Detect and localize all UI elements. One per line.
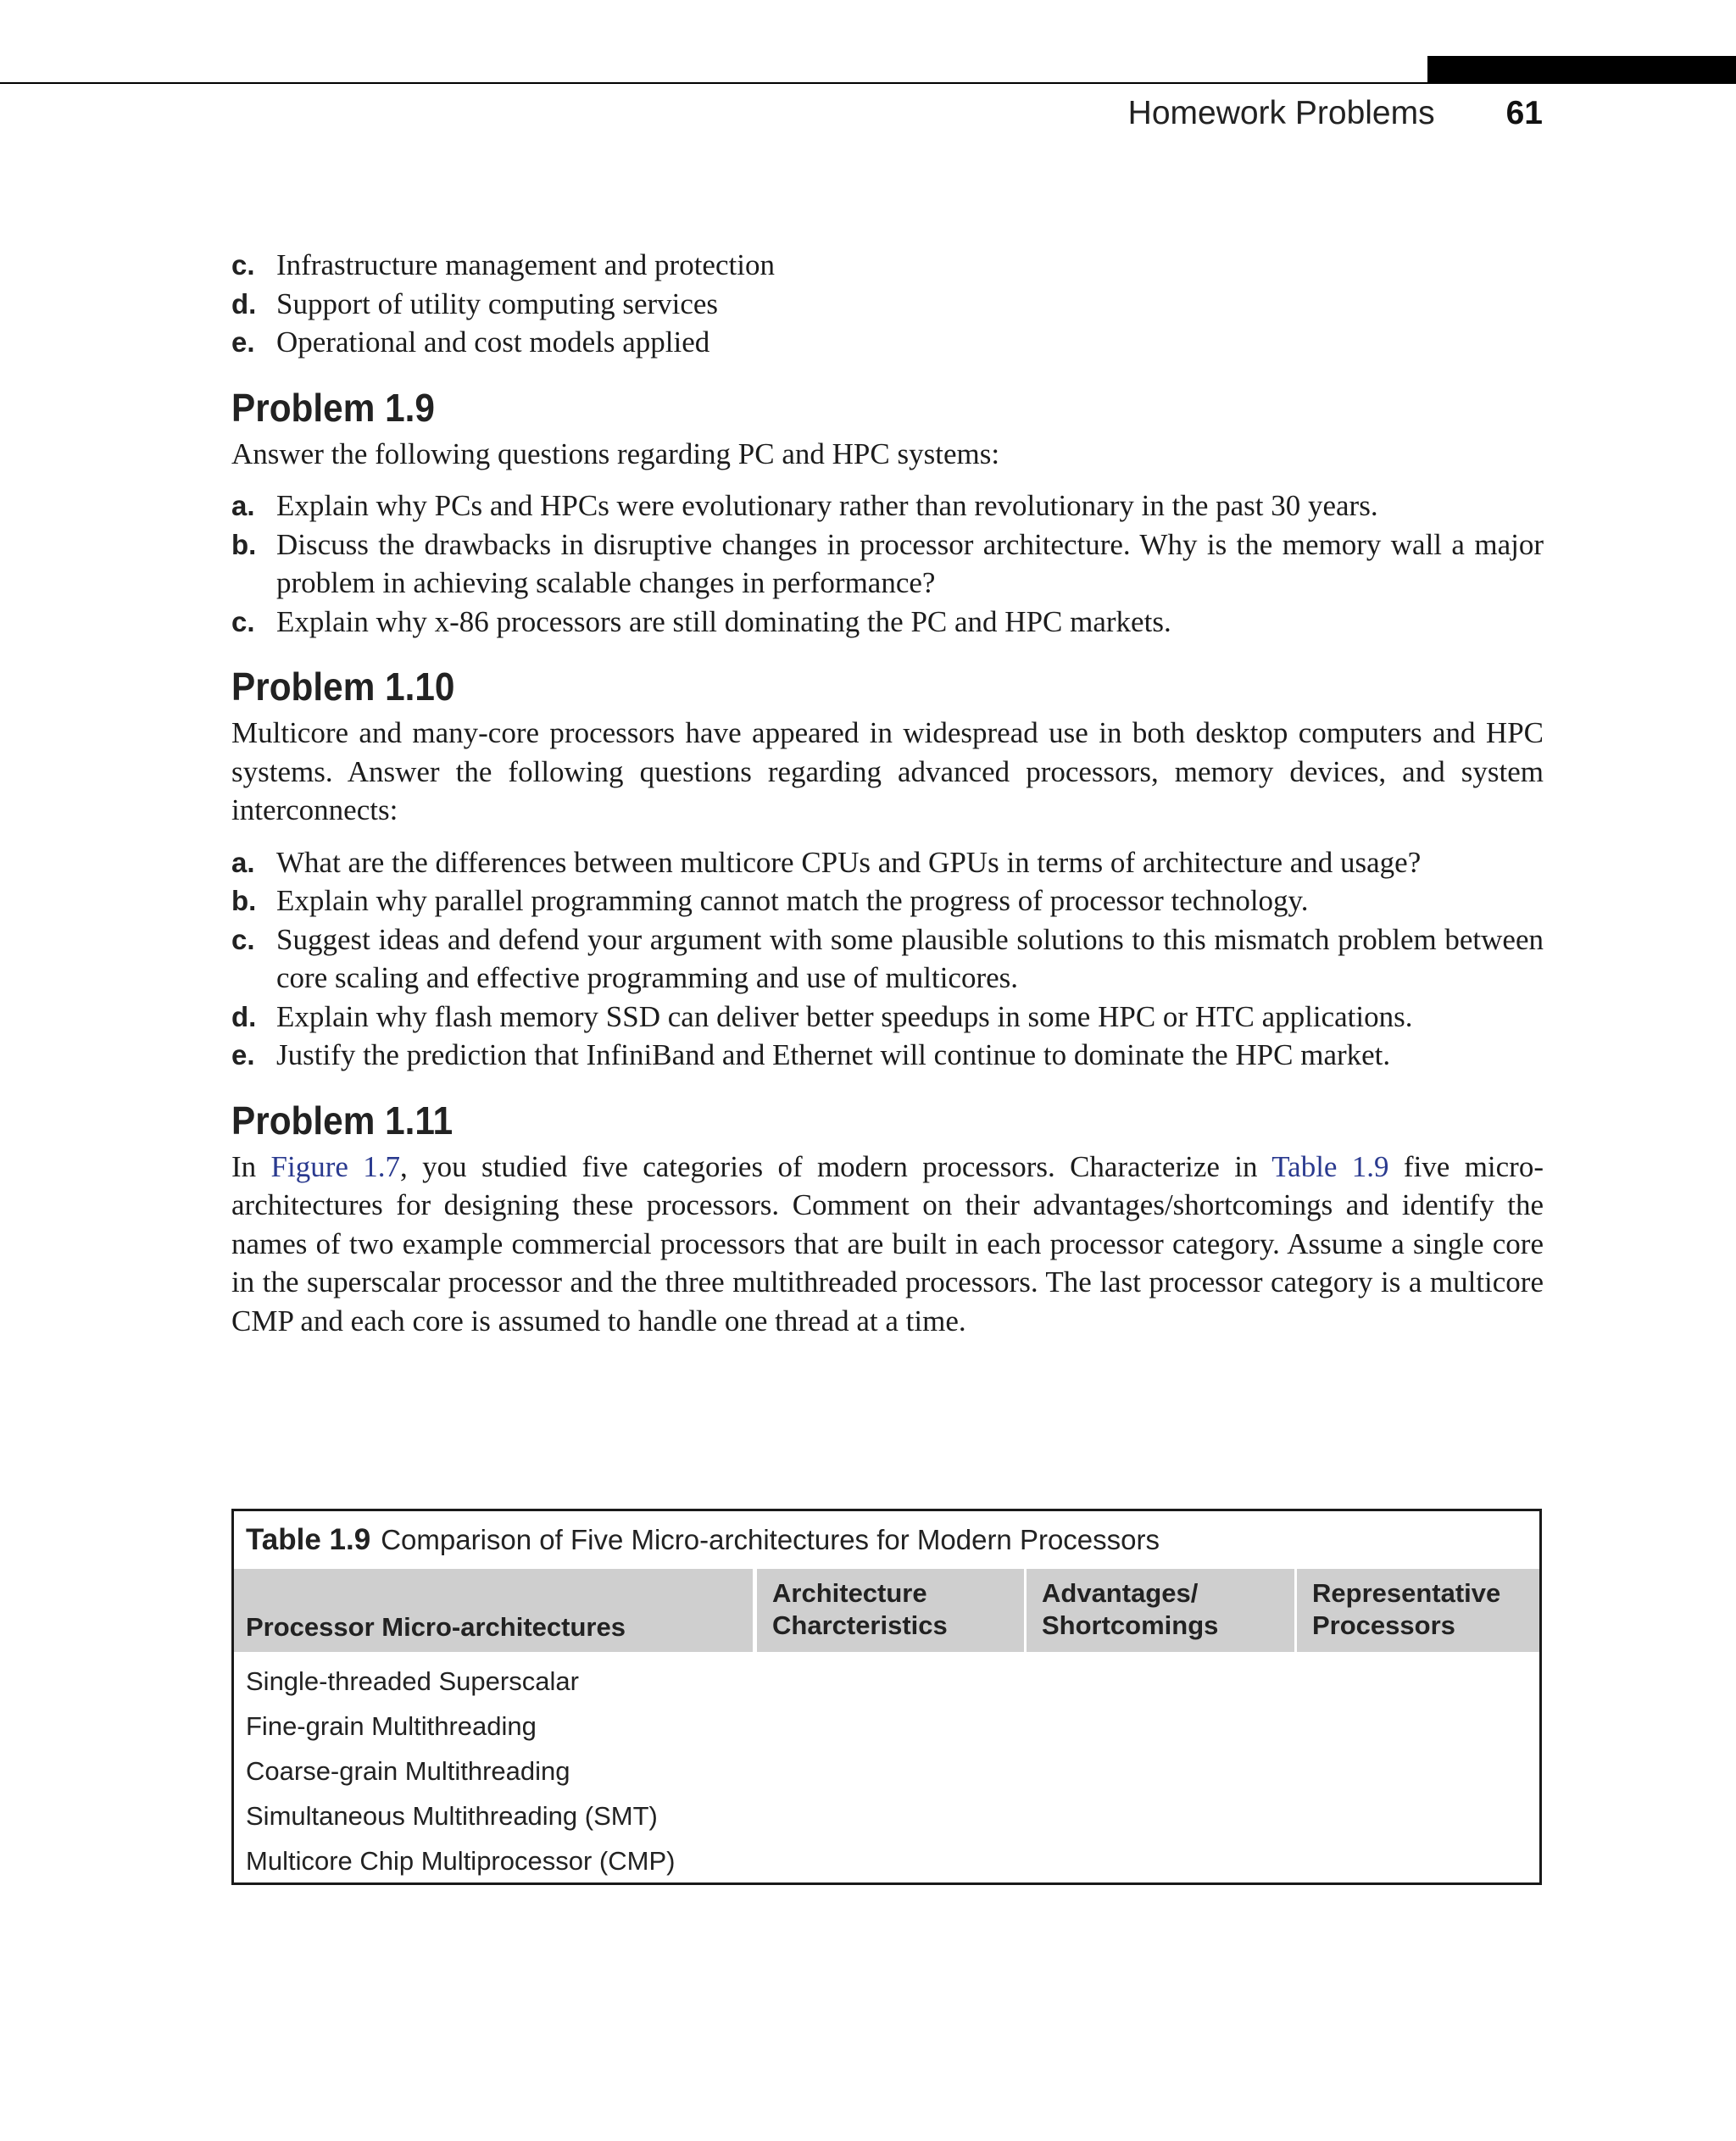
table-1-9 bbox=[231, 1509, 1542, 1885]
table-row: Simultaneous Multithreading (SMT) bbox=[246, 1801, 658, 1831]
list-item bbox=[231, 843, 1544, 882]
running-title: Homework Problems bbox=[1127, 95, 1435, 131]
column-header-micro-architectures: Processor Micro-architectures bbox=[234, 1569, 753, 1652]
list-item bbox=[231, 246, 1544, 285]
list-marker: c. bbox=[231, 605, 255, 637]
table-row: Multicore Chip Multiprocessor (CMP) bbox=[246, 1846, 676, 1876]
list-marker: a. bbox=[231, 846, 255, 878]
list-item bbox=[231, 603, 1544, 642]
para-text: , you studied five categories of modern processors. Characterize in bbox=[400, 1149, 1258, 1183]
list-item bbox=[231, 285, 1544, 324]
list-item-text: Explain why flash memory SSD can deliver better speedups in some HPC or HTC applications. bbox=[276, 999, 1413, 1033]
list-marker: d. bbox=[231, 1000, 257, 1032]
list-item-text: Discuss the drawbacks in disruptive changes in processor architecture. Why is the memory wall a major problem in achieving scalable changes in performance? bbox=[276, 527, 1544, 599]
list-marker: a. bbox=[231, 490, 255, 521]
list-item-text: Infrastructure management and protection bbox=[276, 248, 775, 281]
table-caption-text: Comparison of Five Micro-architectures for Modern Processors bbox=[381, 1524, 1160, 1555]
column-header-processors: Representative Processors bbox=[1297, 1569, 1539, 1652]
running-header bbox=[932, 95, 1543, 132]
page-content bbox=[231, 246, 1544, 1340]
para-text: In bbox=[231, 1149, 257, 1183]
list-marker: b. bbox=[231, 885, 257, 916]
list-item bbox=[231, 526, 1544, 603]
list-item-text: Justify the prediction that InfiniBand and Ethernet will continue to dominate the HPC market. bbox=[276, 1038, 1391, 1071]
list-item-text: Explain why x-86 processors are still dominating the PC and HPC markets. bbox=[276, 604, 1171, 638]
table-label: Table 1.9 bbox=[246, 1523, 371, 1556]
figure-reference-link[interactable]: Figure 1.7 bbox=[270, 1149, 401, 1183]
table-caption bbox=[246, 1523, 1160, 1557]
list-marker: c. bbox=[231, 249, 255, 281]
problem-1-9-heading: Problem 1.9 bbox=[231, 385, 435, 430]
list-item-text: Operational and cost models applied bbox=[276, 325, 710, 359]
list-item bbox=[231, 323, 1544, 362]
list-item-text: Explain why parallel programming cannot match the progress of processor technology. bbox=[276, 884, 1309, 917]
list-item bbox=[231, 1036, 1544, 1075]
list-marker: b. bbox=[231, 528, 257, 560]
problem-1-9-intro: Answer the following questions regarding PC and HPC systems: bbox=[231, 437, 1000, 470]
list-item bbox=[231, 487, 1544, 526]
table-row: Coarse-grain Multithreading bbox=[246, 1756, 570, 1786]
table-row: Fine-grain Multithreading bbox=[246, 1711, 537, 1741]
list-marker: e. bbox=[231, 1039, 255, 1070]
column-header-advantages: Advantages/ Shortcomings bbox=[1027, 1569, 1294, 1652]
list-item-text: Explain why PCs and HPCs were evolutionary rather than revolutionary in the past 30 years. bbox=[276, 489, 1378, 522]
list-marker: d. bbox=[231, 287, 257, 320]
intro-list bbox=[231, 246, 1544, 362]
list-marker: e. bbox=[231, 326, 255, 358]
list-marker: c. bbox=[231, 923, 255, 955]
list-item bbox=[231, 881, 1544, 920]
list-item-text: What are the differences between multicore CPUs and GPUs in terms of architecture and usage? bbox=[276, 845, 1422, 879]
list-item bbox=[231, 920, 1544, 998]
table-reference-link[interactable]: Table 1.9 bbox=[1271, 1149, 1389, 1183]
problem-1-10-heading: Problem 1.10 bbox=[231, 665, 455, 709]
list-item-text: Support of utility computing services bbox=[276, 286, 719, 320]
table-row: Single-threaded Superscalar bbox=[246, 1666, 579, 1696]
list-item-text: Suggest ideas and defend your argument with some plausible solutions to this mismatch problem between core scaling and effective programming and use of multicores. bbox=[276, 922, 1544, 994]
para-text: five micro-architectures for designing these processors. Comment on their advantages/shortcomings and identify the names of two example commercial processors that are built in each processor category. Assume a single core in the superscalar processor and the three multithreaded processors. The last processor category is a multicore CMP and each core is assumed to handle one thread at a time. bbox=[231, 1149, 1544, 1337]
list-item bbox=[231, 998, 1544, 1037]
header-black-bar bbox=[1427, 56, 1736, 84]
problem-1-10-list bbox=[231, 843, 1544, 1075]
problem-1-9-list bbox=[231, 487, 1544, 641]
problem-1-11-paragraph bbox=[231, 1148, 1544, 1341]
problem-1-11-heading: Problem 1.11 bbox=[231, 1098, 453, 1143]
page-number: 61 bbox=[1505, 95, 1543, 131]
problem-1-10-intro: Multicore and many-core processors have appeared in widespread use in both desktop computers and HPC systems. Answer the following questions regarding advanced processors, memory devices, and system interconnects: bbox=[231, 716, 1544, 826]
column-header-characteristics: Architecture Charcteristics bbox=[757, 1569, 1024, 1652]
